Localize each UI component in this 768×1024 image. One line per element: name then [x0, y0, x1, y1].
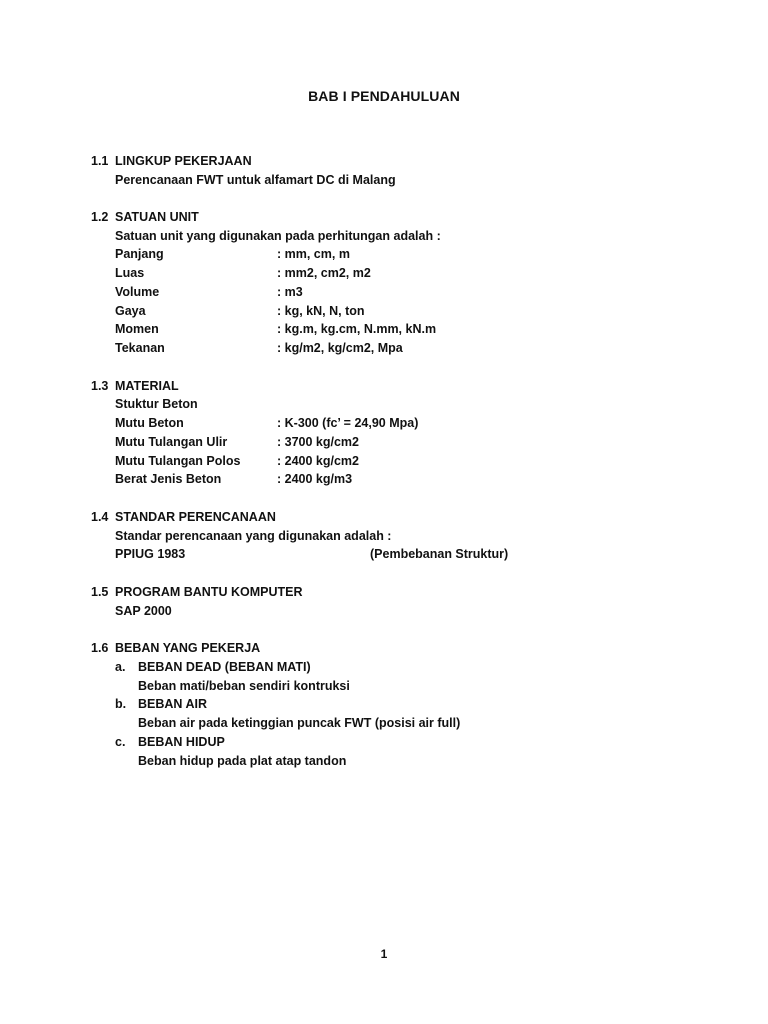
page-title: BAB I PENDAHULUAN — [308, 88, 460, 104]
material-value-tulangan-polos: : 2400 kg/cm2 — [277, 454, 359, 468]
section-heading: MATERIAL — [115, 379, 179, 393]
unit-label-tekanan: Tekanan — [115, 341, 165, 355]
load-desc-air: Beban air pada ketinggian puncak FWT (posisi air full) — [138, 716, 461, 730]
standard-name: PPIUG 1983 — [115, 547, 186, 561]
section-intro: Standar perencanaan yang digunakan adalah : — [115, 529, 392, 543]
section-number: 1.5 — [91, 585, 109, 599]
section-number: 1.6 — [91, 641, 109, 655]
section-subtitle: Stuktur Beton — [115, 397, 198, 411]
unit-value-tekanan: : kg/m2, kg/cm2, Mpa — [277, 341, 403, 355]
list-marker: a. — [115, 660, 126, 674]
list-marker: b. — [115, 697, 127, 711]
unit-value-luas: : mm2, cm2, m2 — [277, 266, 371, 280]
standard-note: (Pembebanan Struktur) — [370, 547, 509, 561]
material-label-tulangan-ulir: Mutu Tulangan Ulir — [115, 435, 228, 449]
load-desc-hidup: Beban hidup pada plat atap tandon — [138, 754, 347, 768]
load-title-air: BEBAN AIR — [138, 697, 207, 711]
material-label-mutu-beton: Mutu Beton — [115, 416, 184, 430]
section-intro: Satuan unit yang digunakan pada perhitungan adalah : — [115, 229, 441, 243]
section-heading: BEBAN YANG PEKERJA — [115, 641, 261, 655]
section-number: 1.4 — [91, 510, 109, 524]
material-label-tulangan-polos: Mutu Tulangan Polos — [115, 454, 241, 468]
page-number: 1 — [380, 947, 388, 961]
unit-label-panjang: Panjang — [115, 247, 164, 261]
load-desc-dead: Beban mati/beban sendiri kontruksi — [138, 679, 350, 693]
unit-label-volume: Volume — [115, 285, 160, 299]
unit-value-momen: : kg.m, kg.cm, N.mm, kN.m — [277, 322, 437, 336]
unit-label-luas: Luas — [115, 266, 145, 280]
unit-value-volume: : m3 — [277, 285, 303, 299]
material-value-mutu-beton: : K-300 (fc’ = 24,90 Mpa) — [277, 416, 419, 430]
section-text: Perencanaan FWT untuk alfamart DC di Malang — [115, 173, 396, 187]
material-value-tulangan-ulir: : 3700 kg/cm2 — [277, 435, 359, 449]
list-marker: c. — [115, 735, 126, 749]
section-number: 1.2 — [91, 210, 109, 224]
section-heading: LINGKUP PEKERJAAN — [115, 154, 252, 168]
unit-label-momen: Momen — [115, 322, 159, 336]
unit-value-panjang: : mm, cm, m — [277, 247, 350, 261]
section-number: 1.3 — [91, 379, 109, 393]
load-title-hidup: BEBAN HIDUP — [138, 735, 225, 749]
unit-label-gaya: Gaya — [115, 304, 146, 318]
unit-value-gaya: : kg, kN, N, ton — [277, 304, 365, 318]
section-number: 1.1 — [91, 154, 109, 168]
load-title-dead: BEBAN DEAD (BEBAN MATI) — [138, 660, 311, 674]
material-value-berat-jenis: : 2400 kg/m3 — [277, 472, 353, 486]
material-label-berat-jenis: Berat Jenis Beton — [115, 472, 222, 486]
section-heading: STANDAR PERENCANAAN — [115, 510, 276, 524]
section-heading: SATUAN UNIT — [115, 210, 199, 224]
section-heading: PROGRAM BANTU KOMPUTER — [115, 585, 303, 599]
section-text: SAP 2000 — [115, 604, 172, 618]
